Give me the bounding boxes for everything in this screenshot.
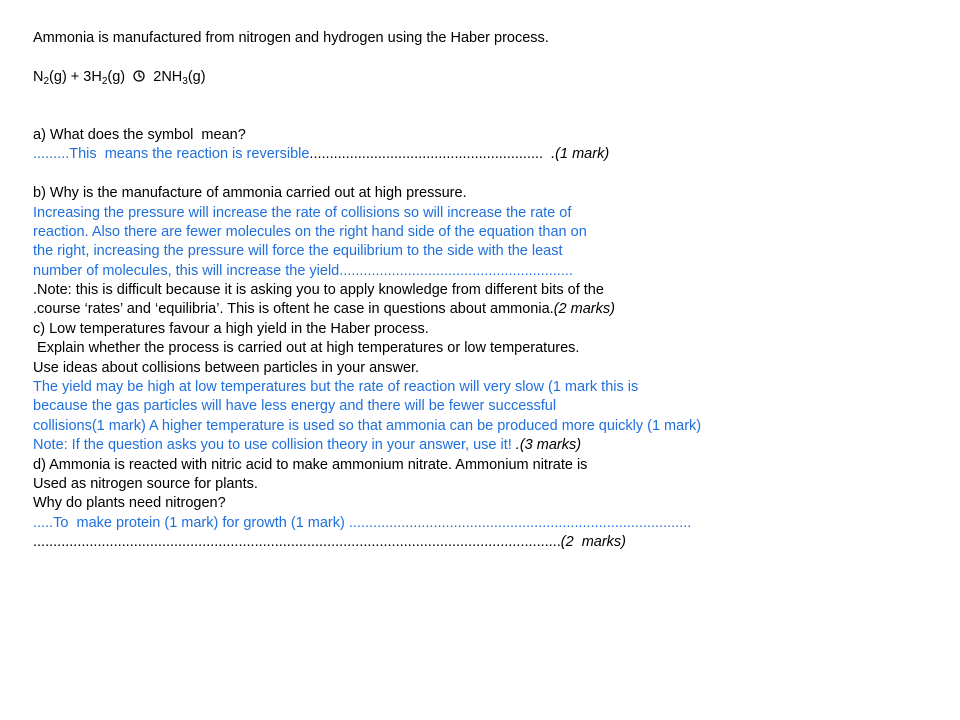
note-b-text: .course ‘rates’ and ‘equilibria’. This is oftent he case in questions about ammonia. xyxy=(33,301,554,318)
eq-ammonia-sub: 3 xyxy=(182,75,188,87)
answer-c-line-1: The yield may be high at low temperatures but the rate of reaction will very slow (1 mark this is xyxy=(33,379,639,396)
mark-b: (2 marks) xyxy=(553,301,615,318)
eq-ammonia-state: (g) xyxy=(187,68,206,85)
worksheet xyxy=(33,29,933,553)
eq-ammonia: 2NH xyxy=(153,68,183,85)
answer-d-dots-line xyxy=(33,533,933,552)
note-c xyxy=(33,436,933,455)
question-a: a) What does the symbol mean? xyxy=(33,126,246,143)
question-b: b) Why is the manufacture of ammonia carried out at high pressure. xyxy=(33,185,467,202)
answer-a-dots: .......................................................... xyxy=(309,146,544,163)
mark-c: .(3 marks) xyxy=(515,437,582,454)
eq-hydrogen: (g) + 3H xyxy=(49,68,102,85)
answer-c-line-2: because the gas particles will have less energy and there will be fewer successful xyxy=(33,398,557,415)
answer-d-dots: ................................................................................................................................... xyxy=(33,534,561,551)
question-d-line-2: Used as nitrogen source for plants. xyxy=(33,476,258,492)
question-c-line-1: c) Low temperatures favour a high yield in the Haber process. xyxy=(33,320,429,337)
eq-nitrogen-sub: 2 xyxy=(43,75,50,87)
note-b-line-1: .Note: this is difficult because it is asking you to apply knowledge from different bits of the xyxy=(33,282,604,299)
note-b-line-2 xyxy=(33,300,933,319)
answer-b-line-4: number of molecules, this will increase the yield.......................................................... xyxy=(33,262,573,279)
answer-b-line-2: reaction. Also there are fewer molecules on the right hand side of the equation than on xyxy=(33,223,587,240)
answer-b-line-3: the right, increasing the pressure will force the equilibrium to the side with the least xyxy=(33,243,563,260)
question-c-line-2: Explain whether the process is carried out at high temperatures or low temperatures. xyxy=(33,340,580,357)
answer-d: .....To make protein (1 mark) for growth (1 mark) ..................................................................................... xyxy=(33,514,692,531)
mark-a: .(1 mark) xyxy=(551,146,610,163)
note-c-text: Note: If the question asks you to use collision theory in your answer, use it! xyxy=(33,437,516,454)
eq-nitrogen: N xyxy=(33,68,44,85)
answer-c-line-3: collisions(1 mark) A higher temperature is used so that ammonia can be produced more quickly (1 mark) xyxy=(33,417,702,434)
intro-text: Ammonia is manufactured from nitrogen and hydrogen using the Haber process. xyxy=(33,30,549,46)
mark-d: (2 marks) xyxy=(560,534,626,551)
reversible-arrow-icon xyxy=(133,70,145,82)
eq-hydrogen-state: (g) xyxy=(107,68,126,85)
answer-a xyxy=(33,145,933,164)
question-d-line-1: d) Ammonia is reacted with nitric acid to make ammonium nitrate. Ammonium nitrate is xyxy=(33,456,588,473)
eq-hydrogen-sub: 2 xyxy=(101,75,108,87)
question-c-line-3: Use ideas about collisions between particles in your answer. xyxy=(33,359,420,376)
question-d-line-3: Why do plants need nitrogen? xyxy=(33,495,226,512)
answer-a-text: .........This means the reaction is reversible xyxy=(33,146,310,163)
haber-equation xyxy=(33,68,933,87)
answer-b-line-1: Increasing the pressure will increase the rate of collisions so will increase the rate of xyxy=(33,204,572,221)
